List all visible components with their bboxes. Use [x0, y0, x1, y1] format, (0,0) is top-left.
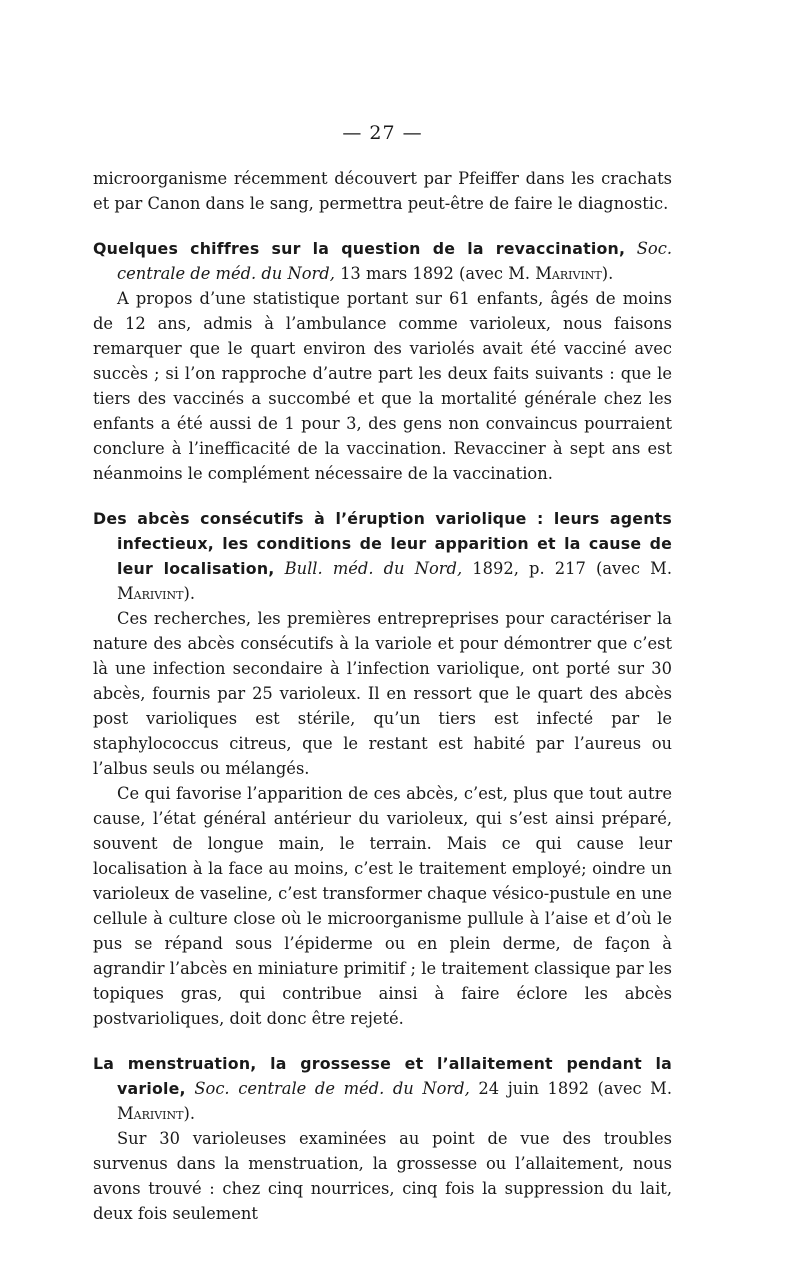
entry-menstruation: [93, 1051, 672, 1226]
entry-revaccination: [93, 236, 672, 486]
entry-heading: [93, 506, 672, 606]
intro-paragraph: microorganisme récemment découvert par Pfeiffer dans les crachats et par Canon dans le sang, permettra peut-être de faire le diagnostic.: [93, 169, 672, 213]
entry-paragraph: Ce qui favorise l’apparition de ces abcès, c’est, plus que tout autre cause, l’état général antérieur du varioleux, qui s’est ainsi préparé, souvent de longue main, le terrain. Mais ce qui cause leur localisation à la face au moins, c’est le traitement employé; oindre un varioleux de vaseline, c’est transformer chaque vésico-pustule en une cellule à culture close où le microorganisme pullule à l’aise et d’où le pus se répand sous l’épiderme ou en plein derme, de façon à agrandir l’abcès en miniature primitif ; le traitement classique par les topiques gras, qui contribue ainsi à faire éclore les abcès postvarioliques, doit donc être rejeté.: [93, 784, 672, 1028]
entry-closing: ).: [183, 584, 196, 603]
entry-coauthor: Marivint: [535, 264, 602, 283]
entry-title: La menstruation, la grossesse et l’allaitement pendant la variole,: [93, 1054, 672, 1098]
entry-paragraph: Sur 30 varioleuses examinées au point de vue des troubles survenus dans la menstruation, la grossesse ou l’allaitement, nous avons trouvé : chez cinq nourrices, cinq fois la suppression du lait, deux fois seulement: [93, 1129, 672, 1223]
entry-journal: Soc. centrale de méd. du Nord,: [194, 1079, 470, 1098]
entry-date: 1892, p. 217 (avec M.: [472, 559, 672, 578]
entry-title: Des abcès consécutifs à l’éruption variolique : leurs agents infectieux, les conditions de leur apparition et la cause de leur localisation,: [93, 509, 672, 578]
entry-heading: [93, 1051, 672, 1126]
entry-coauthor: Marivint: [117, 584, 184, 603]
entry-journal: Bull. méd. du Nord,: [284, 559, 463, 578]
page-number: — 27 —: [342, 122, 423, 144]
entry-heading: [93, 236, 672, 286]
entry-date: 13 mars 1892 (avec M.: [340, 264, 531, 283]
entry-coauthor: Marivint: [117, 1104, 184, 1123]
entry-journal: Soc. centrale de méd. du Nord,: [117, 239, 672, 283]
entry-title: Quelques chiffres sur la question de la revaccination,: [93, 239, 626, 258]
entry-abces: [93, 506, 672, 1031]
entry-paragraph: Ces recherches, les premières entrepreprises pour caractériser la nature des abcès consécutifs à la variole et pour démontrer que c’est là une infection secondaire à l’infection variolique, ont porté sur 30 abcès, fournis par 25 varioleux. Il en ressort que le quart des abcès post varioliques est stérile, qu’un tiers est infecté par le staphylococcus citreus, que le restant est habité par l’aureus ou l’albus seuls ou mélangés.: [93, 609, 672, 778]
entry-paragraph: A propos d’une statistique portant sur 61 enfants, âgés de moins de 12 ans, admis à l’ambulance comme varioleux, nous faisons remarquer que le quart environ des variolés avait été vacciné avec succès ; si l’on rapproche d’autre part les deux faits suivants : que le tiers des vaccinés a succombé et que la mortalité générale chez les enfants a été aussi de 1 pour 3, des gens non convaincus pourraient conclure à l’inefficacité de la vaccination. Revacciner à sept ans est néanmoins le complément nécessaire de la vaccination.: [93, 289, 672, 483]
entry-closing: ).: [183, 1104, 196, 1123]
entry-date: 24 juin 1892 (avec M.: [478, 1079, 673, 1098]
entry-closing: ).: [601, 264, 614, 283]
